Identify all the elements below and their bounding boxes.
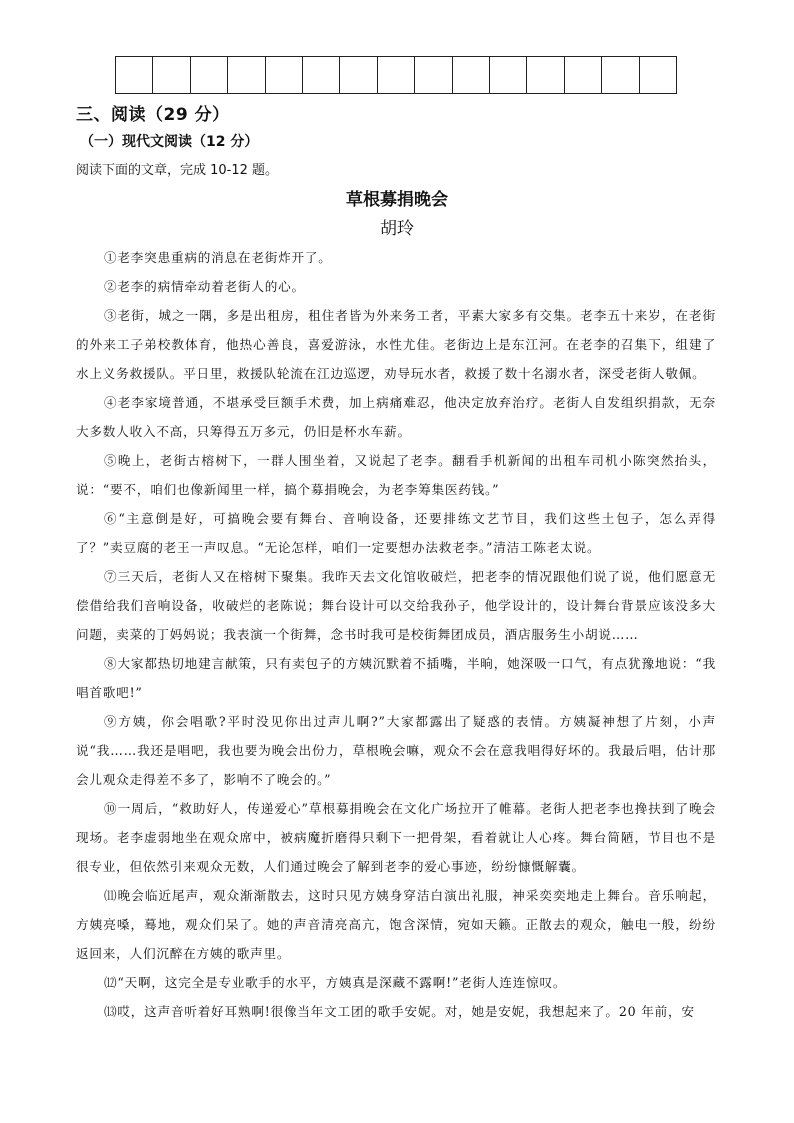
grid-cell [228,57,265,93]
grid-cell [266,57,303,93]
grid-cell [191,57,228,93]
paragraph: ①老李突患重病的消息在老街炸开了。 [104,250,332,265]
paragraph: ⑾晚会临近尾声，观众渐渐散去，这时只见方姨身穿洁白演出礼服，神采奕奕地走上舞台。音乐响起，方姨亮嗓，蓦地，观众们呆了。她的声音清亮高亢，饱含深情，宛如天籁。正散去的观众，触电一般，纷纷返回来，人们沉醉在方姨的歌声里。 [76,888,716,961]
paragraph: ④老李家境普通，不堪承受巨额手术费，加上病痛难忍，他决定放弃治疗。老街人自发组织捐款，无奈大多数人收入不高，只筹得五万多元，仍旧是杯水车薪。 [76,395,716,439]
paragraph: ②老李的病情牵动着老街人的心。 [104,279,305,294]
paragraph: ⑥“主意倒是好，可搞晚会要有舞台、音响设备，还要排练文艺节目，我们这些土包子，怎么弄得了？”卖豆腐的老王一声叹息。“无论怎样，咱们一定要想办法救老李。”清洁工陈老太说。 [76,511,716,555]
paragraph: ⑧大家都热切地建言献策，只有卖包子的方姨沉默着不插嘴，半晌，她深吸一口气，有点犹豫地说：“我唱首歌吧!” [76,656,716,700]
grid-cell [303,57,340,93]
grid-cell [153,57,190,93]
grid-cell [378,57,415,93]
grid-cell [640,57,676,93]
grid-cell [415,57,452,93]
paragraph: ⑩一周后，“救助好人，传递爱心”草根募捐晚会在文化广场拉开了帷幕。老街人把老李也搀扶到了晚会现场。老李虚弱地坐在观众席中，被病魔折磨得只剩下一把骨架，看着就让人心疼。舞台简陋，节目也不是很专业，但依然引来观众无数，人们通过晚会了解到老李的爱心事迹，纷纷慷慨解囊。 [76,801,716,874]
answer-grid [115,56,677,94]
grid-cell [602,57,639,93]
grid-cell [116,57,153,93]
article-body [76,243,716,1026]
grid-cell [453,57,490,93]
subsection-heading: （一）现代文阅读（12 分） [80,134,259,150]
section-heading: 三、阅读（29 分） [76,105,230,125]
paragraph: ⒀哎，这声音听着好耳熟啊!很像当年文工团的歌手安妮。对，她是安妮，我想起来了。20 年前，安 [104,1004,695,1019]
article-title: 草根募捐晚会 [346,190,448,210]
paragraph: ⑿“天啊，这完全是专业歌手的水平，方姨真是深藏不露啊!”老街人连连惊叹。 [104,975,567,990]
paragraph: ③老街，城之一隅，多是出租房，租住者皆为外来务工者，平素大家多有交集。老李五十来岁，在老街的外来工子弟校教体育，他热心善良，喜爱游泳，水性尤佳。老街边上是东江河。在老李的召集下，组建了水上义务救援队。平日里，救援队轮流在江边巡逻，劝导玩水者，救援了数十名溺水者，深受老街人敬佩。 [76,308,716,381]
paragraph: ⑨方姨，你会唱歌?平时没见你出过声儿啊?”大家都露出了疑惑的表情。方姨凝神想了片刻，小声说“我……我还是唱吧，我也要为晚会出份力，草根晚会嘛，观众不会在意我唱得好坏的。我最后唱，估计那会儿观众走得差不多了，影响不了晚会的。” [76,714,716,787]
paragraph: ⑦三天后，老街人又在榕树下聚集。我昨天去文化馆收破烂，把老李的情况跟他们说了说，他们愿意无偿借给我们音响设备，收破烂的老陈说；舞台设计可以交给我孙子，他学设计的，设计舞台背景应该没多大问题，卖菜的丁妈妈说；我表演一个街舞，念书时我可是校街舞团成员，酒店服务生小胡说…… [76,569,716,642]
article-author: 胡玲 [380,219,414,239]
grid-cell [565,57,602,93]
instruction-text: 阅读下面的文章，完成 10-12 题。 [76,163,279,178]
grid-cell [527,57,564,93]
paragraph: ⑤晚上，老街古榕树下，一群人围坐着，又说起了老李。翻看手机新闻的出租车司机小陈突然抬头，说：“要不，咱们也像新闻里一样，搞个募捐晚会，为老李筹集医药钱。” [76,453,716,497]
grid-cell [490,57,527,93]
grid-cell [340,57,377,93]
